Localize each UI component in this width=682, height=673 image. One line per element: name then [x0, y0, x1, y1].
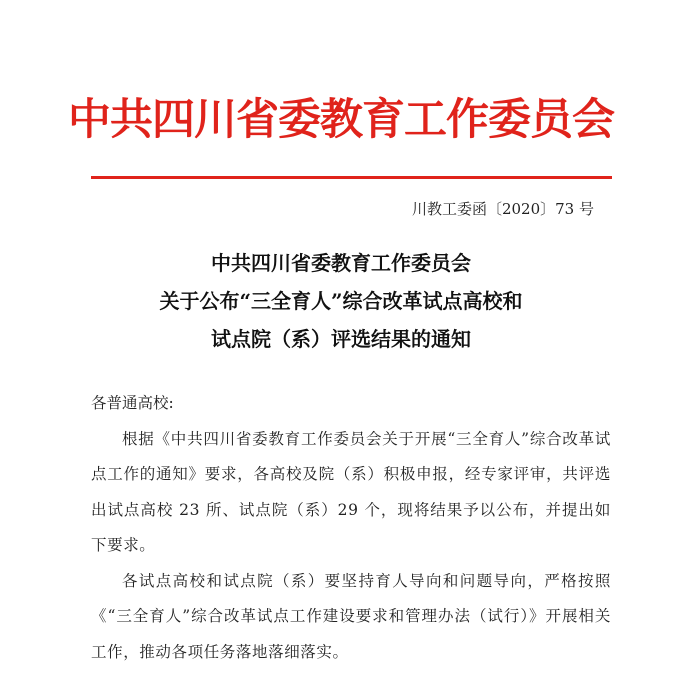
title-line-3: 试点院（系）评选结果的通知 — [211, 327, 471, 351]
red-divider-line — [91, 176, 612, 179]
title-line-1: 中共四川省委教育工作委员会 — [211, 251, 471, 275]
paragraph-1: 根据《中共四川省委教育工作委员会关于开展“三全育人”综合改革试点工作的通知》要求，各高校及院（系）积极申报，经专家评审，共评选出试点高校 23 所、试点院（系）29 个，现将结果予以公布，并提出如下要求。 — [91, 429, 611, 554]
paragraph-2: 各试点高校和试点院（系）要坚持育人导向和问题导向，严格按照《“三全育人”综合改革试点工作建设要求和管理办法（试行）》开展相关工作，推动各项任务落地落细落实。 — [91, 571, 611, 661]
masthead-title: 中共四川省委教育工作委员会 — [68, 95, 614, 145]
notice-title — [0, 244, 682, 358]
salutation: 各普通高校: — [91, 394, 174, 412]
notice-body — [91, 386, 611, 670]
title-line-2: 关于公布“三全育人”综合改革试点高校和 — [159, 289, 523, 313]
document-number: 川教工委函〔2020〕73 号 — [411, 200, 594, 218]
